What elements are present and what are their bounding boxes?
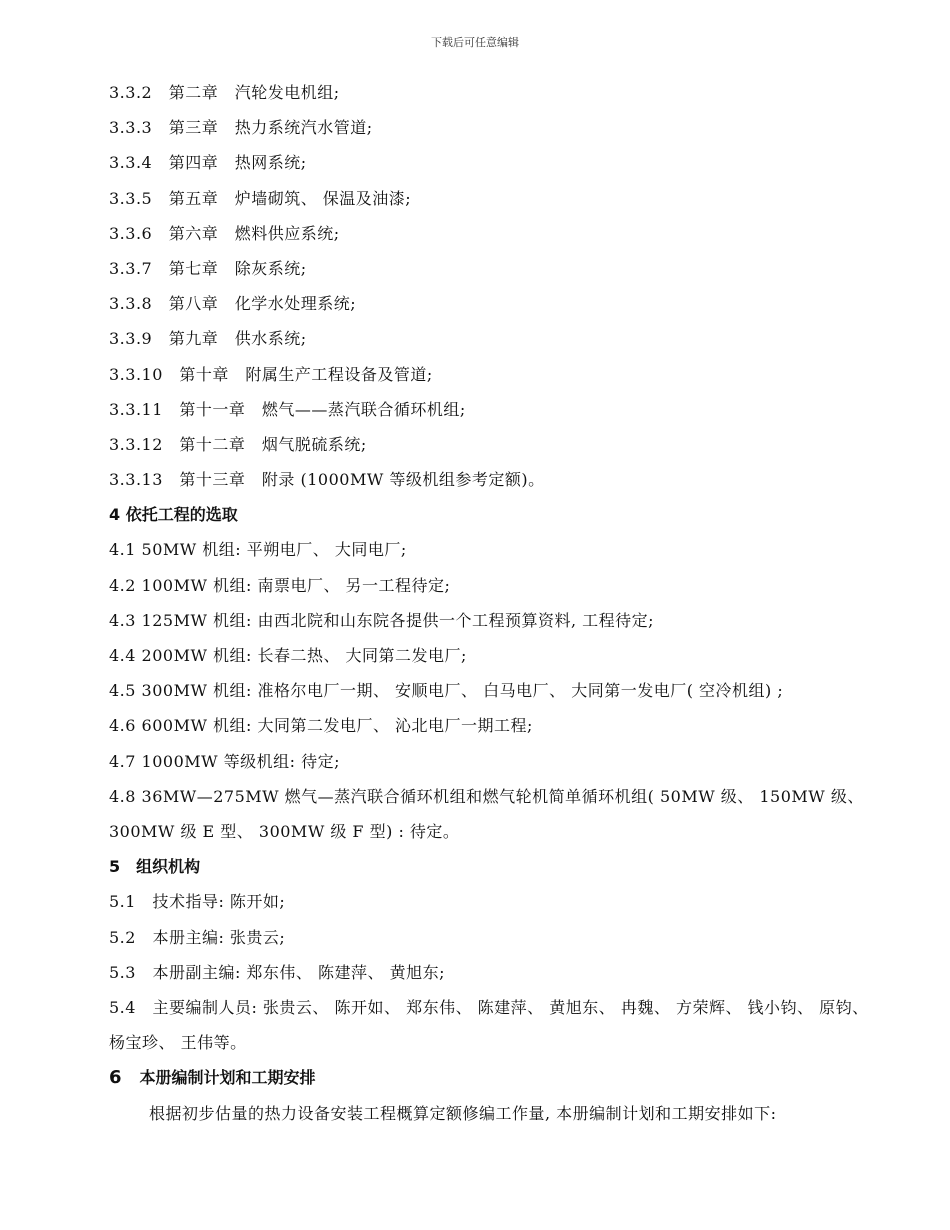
list-item: 4.4 200MW 机组: 长春二热、 大同第二发电厂; xyxy=(109,646,467,665)
list-item: 3.3.3 第三章 热力系统汽水管道; xyxy=(109,118,373,138)
paragraph: 根据初步估量的热力设备安装工程概算定额修编工作量, 本册编制计划和工期安排如下: xyxy=(149,1103,777,1123)
section-4-heading: 4 依托工程的选取 xyxy=(109,505,238,525)
list-item: 3.3.8 第八章 化学水处理系统; xyxy=(109,294,357,314)
section-5-heading: 5 组织机构 xyxy=(109,857,201,877)
list-item: 3.3.4 第四章 热网系统; xyxy=(109,153,307,173)
list-item: 5.1 技术指导: 陈开如; xyxy=(109,892,286,912)
list-item: 3.3.11 第十一章 燃气——蒸汽联合循环机组; xyxy=(109,399,466,419)
section-6-title: 本册编制计划和工期安排 xyxy=(139,1068,316,1088)
section-6-number: 6 xyxy=(109,1067,122,1089)
list-item: 4.3 125MW 机组: 由西北院和山东院各提供一个工程预算资料, 工程待定; xyxy=(109,610,655,630)
list-item: 4.8 36MW—275MW 燃气—蒸汽联合循环机组和燃气轮机简单循环机组( 50MW 级、 150MW 级、 300MW 级 E 型、 300MW 级 F 型) : 待定。 xyxy=(109,786,864,841)
list-item: 3.3.6 第六章 燃料供应系统; xyxy=(109,223,340,243)
list-item: 3.3.5 第五章 炉墙砌筑、 保温及油漆; xyxy=(109,188,412,208)
list-item: 3.3.13 第十三章 附录 (1000MW 等级机组参考定额)。 xyxy=(109,470,545,490)
list-item: 3.3.2 第二章 汽轮发电机组; xyxy=(109,83,340,102)
list-item: 4.7 1000MW 等级机组: 待定; xyxy=(109,751,341,771)
list-item: 3.3.9 第九章 供水系统; xyxy=(109,329,307,349)
list-item: 4.1 50MW 机组: 平朔电厂、 大同电厂; xyxy=(109,540,407,560)
list-item: 3.3.7 第七章 除灰系统; xyxy=(109,258,307,278)
list-item: 4.6 600MW 机组: 大同第二发电厂、 沁北电厂一期工程; xyxy=(109,716,533,736)
list-item: 3.3.12 第十二章 烟气脱硫系统; xyxy=(109,434,367,454)
page-header: 下载后可任意编辑 xyxy=(431,36,519,49)
section-6-heading xyxy=(109,1060,889,1095)
list-item: 4.2 100MW 机组: 南票电厂、 另一工程待定; xyxy=(109,575,451,595)
list-item: 3.3.10 第十章 附属生产工程设备及管道; xyxy=(109,364,433,384)
list-item: 4.5 300MW 机组: 准格尔电厂一期、 安顺电厂、 白马电厂、 大同第一发电厂( 空冷机组) ; xyxy=(109,681,784,701)
list-item: 5.2 本册主编: 张贵云; xyxy=(109,927,286,947)
document-body xyxy=(109,75,889,1131)
list-item: 5.3 本册副主编: 郑东伟、 陈建萍、 黄旭东; xyxy=(109,962,445,982)
list-item: 5.4 主要编制人员: 张贵云、 陈开如、 郑东伟、 陈建萍、 黄旭东、 冉魏、 方荣辉、 钱小钧、 原钧、 杨宝珍、 王伟等。 xyxy=(109,997,869,1053)
